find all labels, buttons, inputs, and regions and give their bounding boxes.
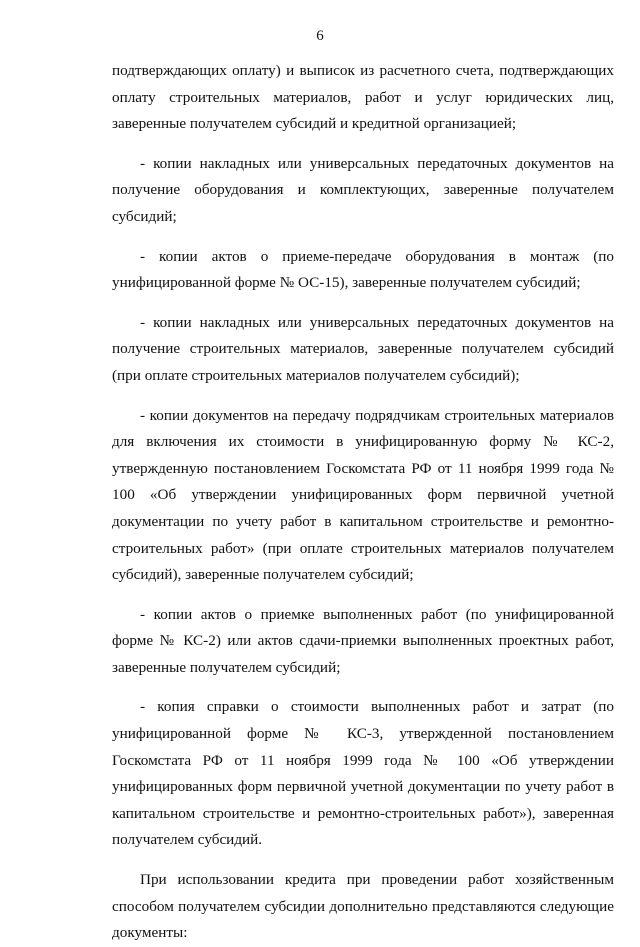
paragraph-household-method: При использовании кредита при проведении работ хозяйственным способом получателем субсидии дополнительно представляются следующие документы: (112, 871, 614, 942)
list-item-acts-ks2: - копии актов о приемке выполненных работ (по унифицированной форме № КС-2) или актов сдачи-приемки выполненных проектных работ, заверенные получателем субсидий; (112, 605, 614, 676)
paragraph-continuation: подтверждающих оплату) и выписок из расчетного счета, подтверждающих оплату строительных материалов, работ и услуг юридических лиц, заверенные получателем субсидий и кредитной организацией; (112, 62, 614, 133)
list-item-certificate-ks3: - копия справки о стоимости выполненных работ и затрат (по унифицированной форме № КС-3, утвержденной постановлением Госкомстата РФ от 11 ноября 1999 года № 100 «Об утверждении унифицированных форм первичной учетной документации по учету работ в капитальном строительстве и ремонтно-строительных работ»), заверенная получателем субсидий. (112, 698, 614, 849)
list-item-transfer-documents: - копии документов на передачу подрядчикам строительных материалов для включения их стоимости в унифицированную форму № КС-2, утвержденную постановлением Госкомстата РФ от 11 ноября 1999 года № 100 «Об утверждении унифицированных форм первичной учетной документации по учету работ в капитальном строительстве и ремонтно-строительных работ» (при оплате строительных материалов получателем субсидий), заверенные получателем субсидий; (112, 406, 614, 584)
page-number: 6 (316, 28, 324, 44)
document-body (112, 58, 614, 947)
list-item-invoices-equipment: - копии накладных или универсальных передаточных документов на получение оборудования и комплектующих, заверенные получателем субсидий; (112, 154, 614, 225)
list-item-invoices-materials: - копии накладных или универсальных передаточных документов на получение строительных материалов, заверенные получателем субсидий (при оплате строительных материалов получателем субсидий); (112, 313, 614, 384)
list-item-acts-os15: - копии актов о приеме-передаче оборудования в монтаж (по унифицированной форме № ОС-15), заверенные получателем субсидий; (112, 247, 614, 292)
